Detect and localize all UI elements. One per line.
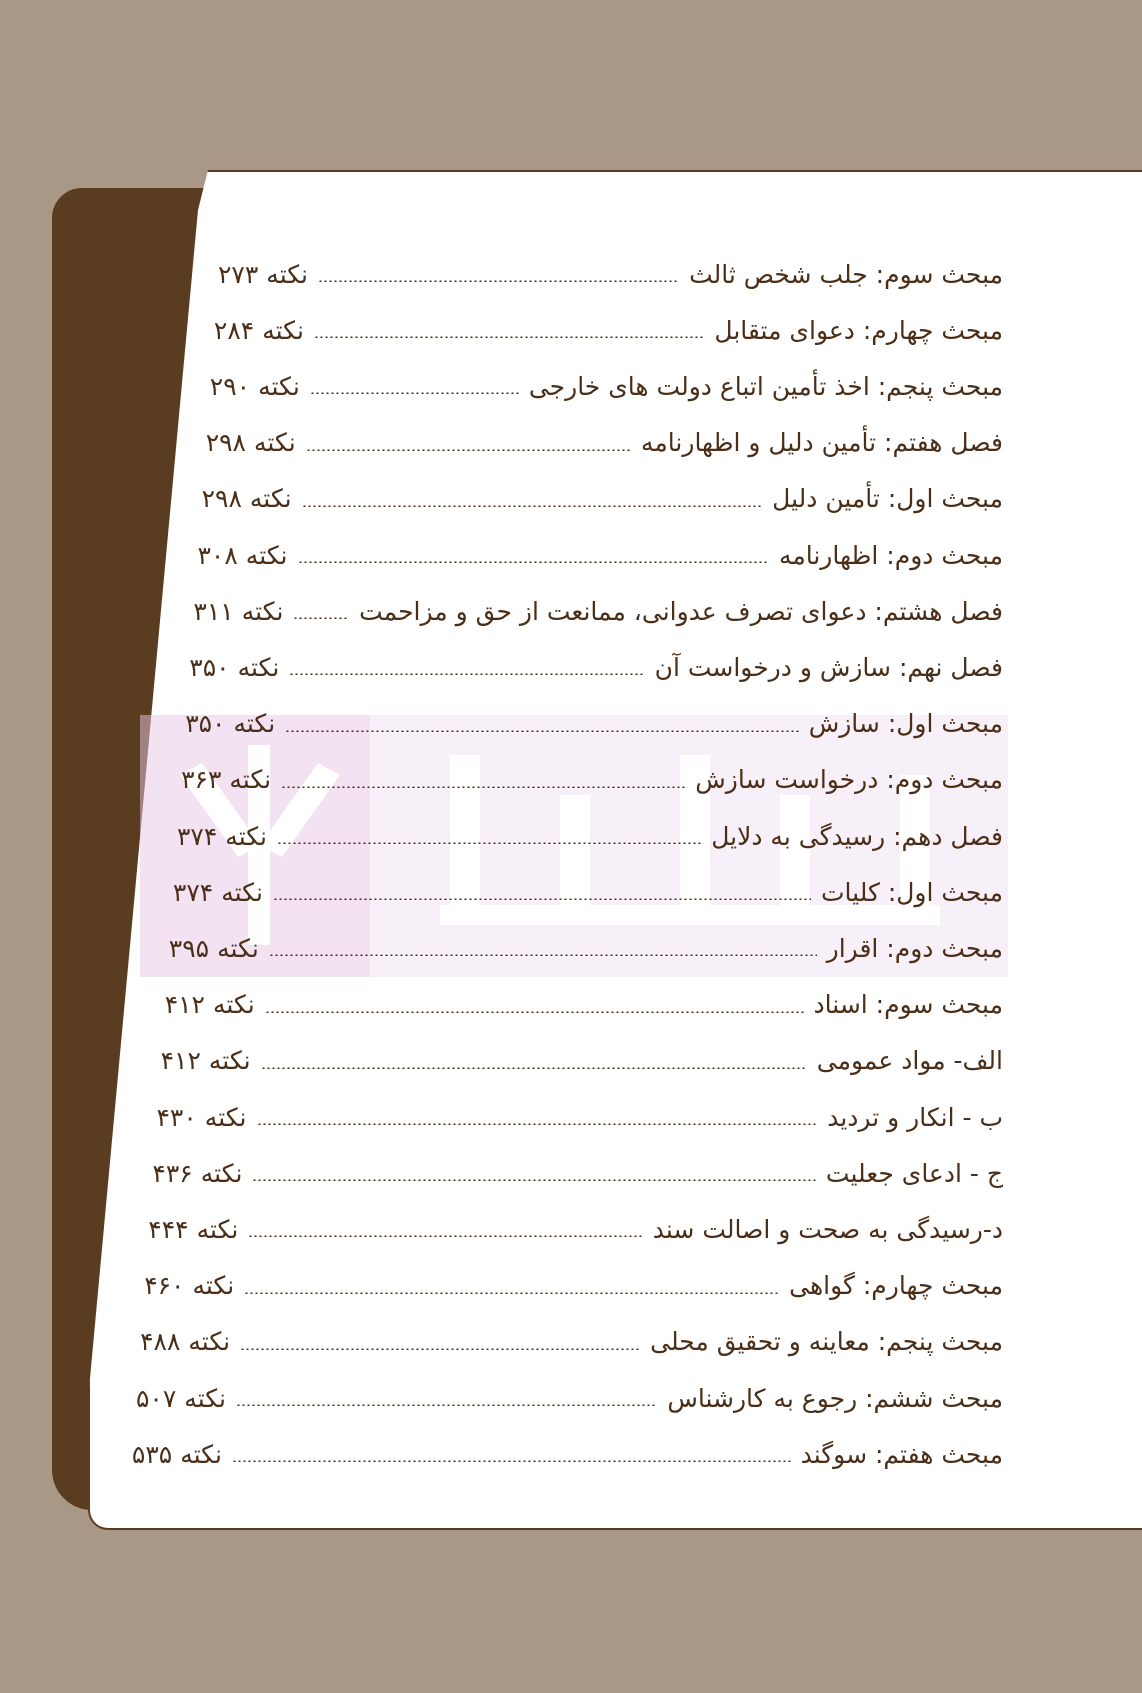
toc-entry[interactable] — [177, 808, 1003, 864]
toc-entry[interactable] — [185, 696, 1003, 752]
toc-entry[interactable] — [140, 1314, 1003, 1370]
toc-entry-label: نکته — [221, 877, 263, 907]
dot-leader — [265, 1011, 804, 1013]
toc-entry[interactable] — [202, 471, 1003, 527]
toc-entry-label: نکته — [258, 371, 300, 401]
toc-entry-title: مبحث دوم: اظهارنامه — [778, 540, 1003, 570]
toc-entry-number: ۲۹۸ — [205, 428, 246, 458]
dot-leader — [273, 898, 811, 900]
toc-entry-label: نکته — [217, 933, 259, 963]
toc-entry-label: نکته — [188, 1327, 231, 1357]
toc-entry[interactable] — [148, 1201, 1003, 1257]
toc-entry-title: فصل هشتم: دعوای تصرف عدوانی، ممانعت از حق و مزاحمت — [359, 596, 1003, 626]
toc-entry-number: ۴۸۸ — [140, 1327, 181, 1357]
toc-entry-number: ۵۳۵ — [131, 1439, 173, 1469]
toc-entry-title: فصل هفتم: تأمین دلیل و اظهارنامه — [641, 428, 1003, 458]
toc-entry[interactable] — [210, 358, 1003, 414]
toc-entry-title: د-رسیدگی به صحت و اصالت سند — [652, 1214, 1003, 1244]
toc-entry-title: مبحث پنجم: اخذ تأمین اتباع دولت های خارجی — [528, 371, 1003, 401]
dot-leader — [314, 336, 704, 338]
toc-entry-label: نکته — [237, 652, 280, 682]
toc-entry-number: ۳۵۰ — [189, 652, 230, 682]
toc-entry[interactable] — [214, 302, 1003, 358]
toc-entry[interactable] — [161, 1033, 1003, 1089]
toc-entry-number: ۲۹۰ — [209, 371, 251, 401]
dot-leader — [310, 392, 519, 394]
toc-entry-label: نکته — [245, 540, 288, 570]
toc-entry-title: مبحث سوم: جلب شخص ثالث — [689, 259, 1003, 289]
toc-entry-number: ۲۹۸ — [201, 484, 242, 514]
toc-entry-label: نکته — [249, 484, 292, 514]
toc-entry-title: مبحث دوم: درخواست سازش — [695, 765, 1003, 795]
toc-entry-number: ۳۹۵ — [168, 933, 210, 963]
toc-entry-number: ۴۳۰ — [156, 1102, 197, 1132]
toc-entry-label: نکته — [253, 428, 296, 458]
dot-leader — [269, 954, 817, 956]
toc-entry[interactable] — [181, 752, 1003, 808]
toc-entry-label: نکته — [229, 765, 272, 795]
toc-entry[interactable] — [157, 1089, 1004, 1145]
dot-leader — [293, 617, 349, 619]
toc-entry-title: فصل دهم: رسیدگی به دلایل — [711, 821, 1003, 851]
dot-leader — [236, 1404, 657, 1406]
toc-entry-label: نکته — [192, 1271, 235, 1301]
toc-entry-number: ۲۸۴ — [213, 315, 255, 345]
toc-entry-number: ۴۶۰ — [144, 1271, 185, 1301]
toc-entry-label: نکته — [208, 1046, 251, 1076]
dot-leader — [261, 1067, 807, 1069]
dot-leader — [244, 1292, 779, 1294]
dot-leader — [277, 842, 701, 844]
toc-entry-title: الف- مواد عمومی — [816, 1046, 1003, 1076]
toc-entry-label: نکته — [233, 709, 276, 739]
toc-entry-number: ۴۴۴ — [148, 1214, 189, 1244]
toc-entry-title: مبحث ششم: رجوع به کارشناس — [667, 1383, 1003, 1413]
toc-entry[interactable] — [132, 1426, 1003, 1482]
toc-entry-number: ۴۱۲ — [164, 990, 205, 1020]
dot-leader — [240, 1348, 640, 1350]
dot-leader — [285, 730, 799, 732]
toc-entry-title: مبحث دوم: اقرار — [826, 933, 1003, 963]
dot-leader — [281, 786, 685, 788]
toc-entry[interactable] — [189, 639, 1003, 695]
toc-entry-label: نکته — [241, 596, 284, 626]
toc-entry-title: ج - ادعای جعلیت — [825, 1158, 1003, 1188]
toc-entry[interactable] — [193, 583, 1003, 639]
toc-entry-number: ۵۰۷ — [136, 1383, 177, 1413]
dot-leader — [257, 1123, 818, 1125]
toc-entry[interactable] — [169, 920, 1003, 976]
toc-entry[interactable] — [144, 1258, 1003, 1314]
dot-leader — [302, 505, 763, 507]
toc-entry-title: مبحث چهارم: دعوای متقابل — [714, 315, 1003, 345]
toc-entry[interactable] — [206, 415, 1003, 471]
toc-entry-number: ۳۵۰ — [185, 709, 226, 739]
toc-entry-title: مبحث اول: کلیات — [821, 877, 1003, 907]
toc-entry-number: ۳۱۱ — [193, 596, 234, 626]
toc-entry-number: ۳۷۴ — [172, 877, 214, 907]
toc-entry[interactable] — [152, 1145, 1003, 1201]
dot-leader — [318, 280, 679, 282]
toc-entry-title: مبحث سوم: اسناد — [813, 990, 1003, 1020]
toc-entry-label: نکته — [225, 821, 268, 851]
toc-entry-label: نکته — [204, 1102, 247, 1132]
toc-entry[interactable] — [218, 246, 1003, 302]
toc-entry-title: مبحث پنجم: معاینه و تحقیق محلی — [650, 1327, 1003, 1357]
toc-entry-number: ۳۰۸ — [197, 540, 238, 570]
dot-leader — [252, 1179, 816, 1181]
toc-entry-title: فصل نهم: سازش و درخواست آن — [654, 652, 1003, 682]
toc-entry-number: ۳۷۴ — [177, 821, 218, 851]
toc-entry[interactable] — [136, 1370, 1003, 1426]
toc-entry-title: مبحث چهارم: گواهی — [789, 1271, 1003, 1301]
toc-entry-title: مبحث اول: تأمین دلیل — [772, 484, 1003, 514]
dot-leader — [248, 1235, 642, 1237]
toc-entry-label: نکته — [266, 259, 309, 289]
toc-entry-label: نکته — [180, 1439, 222, 1469]
toc-entry-number: ۲۷۳ — [218, 259, 259, 289]
toc-entry-title: مبحث اول: سازش — [808, 709, 1003, 739]
toc-entry-title: ب - انکار و تردید — [827, 1102, 1003, 1132]
dot-leader — [298, 561, 769, 563]
toc-entry-number: ۳۶۳ — [181, 765, 222, 795]
dot-leader — [232, 1460, 791, 1462]
toc-entry-number: ۴۱۲ — [160, 1046, 201, 1076]
dot-leader — [289, 673, 644, 675]
toc-entry-label: نکته — [200, 1158, 243, 1188]
toc-entry[interactable] — [173, 864, 1003, 920]
toc-entry-number: ۴۳۶ — [152, 1158, 193, 1188]
toc-entry-label: نکته — [184, 1383, 227, 1413]
toc-entry-label: نکته — [262, 315, 304, 345]
toc-entry[interactable] — [198, 527, 1004, 583]
dot-leader — [306, 449, 631, 451]
toc-entry[interactable] — [165, 977, 1003, 1033]
toc-entry-label: نکته — [212, 990, 255, 1020]
toc-entry-title: مبحث هفتم: سوگند — [800, 1439, 1003, 1469]
toc-entry-label: نکته — [196, 1214, 239, 1244]
